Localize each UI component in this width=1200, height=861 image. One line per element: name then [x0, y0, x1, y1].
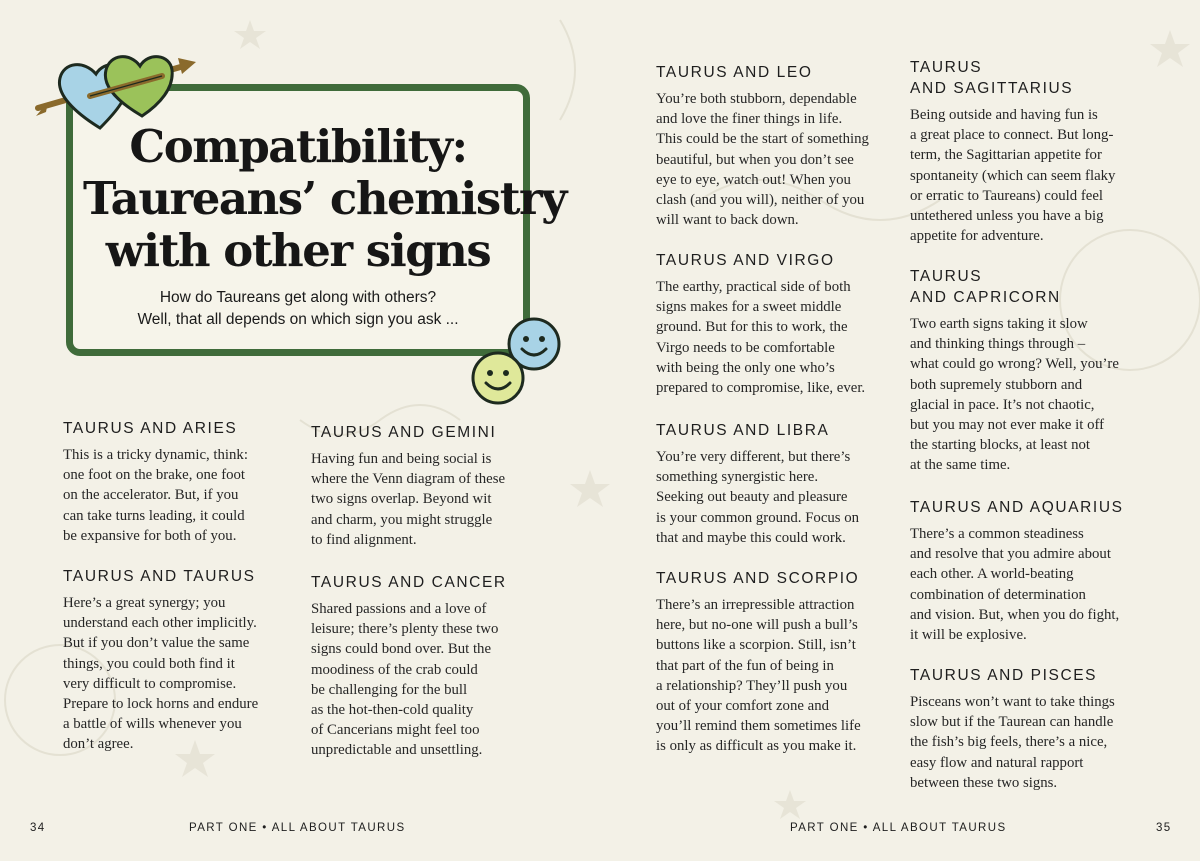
right-page	[600, 0, 1200, 861]
section-taurus-leo	[656, 62, 869, 230]
section-body: This is a tricky dynamic, think: one foot on the brake, one foot on the accelerator. But, if you can take turns leading, it could be expansive for both of you.	[63, 447, 248, 544]
section-taurus-cancer	[311, 572, 507, 761]
section-heading: TAURUS AND CAPRICORN	[910, 268, 1061, 306]
section-body: Here’s a great synergy; you understand each other implicitly. But if you don’t value the same things, you could both find it very difficult to compromise. Prepare to lock horns and endure a battle of wills whenever you don’t agree.	[63, 595, 259, 753]
title-line: with other signs	[105, 224, 491, 277]
section-heading: TAURUS AND GEMINI	[311, 424, 497, 441]
section-heading: TAURUS AND SAGITTARIUS	[910, 59, 1074, 97]
smiley-face-icon	[470, 316, 564, 408]
section-taurus-scorpio	[656, 568, 861, 757]
title-line: Compatibility:	[129, 120, 467, 173]
running-footer-right: PART ONE • ALL ABOUT TAURUS	[790, 822, 1007, 834]
section-body: Two earth signs taking it slow and thinking things through – what could go wrong? Well, you’re both supremely stubborn and glacial in pace. It’s not chaotic, but you may not ever make it off the starting blocks, at least not at the same time.	[910, 316, 1119, 474]
section-heading: TAURUS AND ARIES	[63, 420, 238, 437]
section-heading: TAURUS AND AQUARIUS	[910, 499, 1124, 516]
subtitle-line: How do Taureans get along with others?	[159, 289, 437, 306]
title-line: Taureans’ chemistry	[83, 172, 566, 225]
page-subtitle	[83, 287, 513, 331]
page-number-left: 34	[30, 822, 46, 834]
section-heading: TAURUS AND VIRGO	[656, 252, 835, 269]
page-title	[83, 120, 566, 277]
section-body: Having fun and being social is where the Venn diagram of these two signs overlap. Beyond wit and charm, you might struggle to find alignment.	[311, 451, 506, 548]
section-taurus-capricorn	[910, 266, 1119, 476]
section-taurus-aries	[63, 418, 248, 546]
section-taurus-libra	[656, 420, 859, 548]
section-taurus-gemini	[311, 422, 505, 550]
section-heading: TAURUS AND CANCER	[311, 574, 507, 591]
section-taurus-sagittarius	[910, 57, 1115, 246]
section-taurus-taurus	[63, 566, 258, 755]
running-footer-left: PART ONE • ALL ABOUT TAURUS	[189, 822, 406, 834]
subtitle-line: Well, that all depends on which sign you ask ...	[137, 311, 459, 328]
section-body: There’s a common steadiness and resolve that you admire about each other. A world-beating combination of determination and vision. But, when you do fight, it will be explosive.	[910, 526, 1120, 644]
section-taurus-aquarius	[910, 497, 1124, 645]
section-body: Pisceans won’t want to take things slow but if the Taurean can handle the fish’s big feels, there’s a nice, easy flow and natural rapport between these two signs.	[910, 694, 1115, 791]
section-body: Being outside and having fun is a great place to connect. But long- term, the Sagittarian appetite for spontaneity (which can seem flaky or erratic to Taureans) could feel untethered unless you have a big appetite for adventure.	[910, 107, 1116, 245]
section-heading: TAURUS AND PISCES	[910, 667, 1098, 684]
section-taurus-virgo	[656, 250, 865, 398]
section-heading: TAURUS AND TAURUS	[63, 568, 256, 585]
section-heading: TAURUS AND LEO	[656, 64, 813, 81]
hearts-arrow-icon	[34, 46, 198, 134]
section-taurus-pisces	[910, 665, 1115, 793]
section-heading: TAURUS AND LIBRA	[656, 422, 830, 439]
section-body: There’s an irrepressible attraction here, but no-one will push a bull’s buttons like a scorpion. Still, isn’t that part of the fun of being in a relationship? They’ll push you out of your comfort zone and you’ll remind them sometimes life is only as difficult as you make it.	[656, 597, 861, 755]
section-body: Shared passions and a love of leisure; there’s plenty these two signs could bond over. But the moodiness of the crab could be challenging for the bull as the hot-then-cold quality of Cancerians might feel too unpredictable and unsettling.	[311, 601, 499, 759]
section-body: You’re very different, but there’s something synergistic here. Seeking out beauty and pleasure is your common ground. Focus on that and maybe this could work.	[656, 449, 860, 546]
section-body: You’re both stubborn, dependable and love the finer things in life. This could be the start of something beautiful, but when you don’t see eye to eye, watch out! When you clash (and you will), neither of you will want to back down.	[656, 91, 869, 229]
page-number-right: 35	[1156, 822, 1172, 834]
section-heading: TAURUS AND SCORPIO	[656, 570, 860, 587]
section-body: The earthy, practical side of both signs makes for a sweet middle ground. But for this to work, the Virgo needs to be comfortable with being the only one who’s prepared to compromise, like, ever.	[656, 279, 866, 397]
